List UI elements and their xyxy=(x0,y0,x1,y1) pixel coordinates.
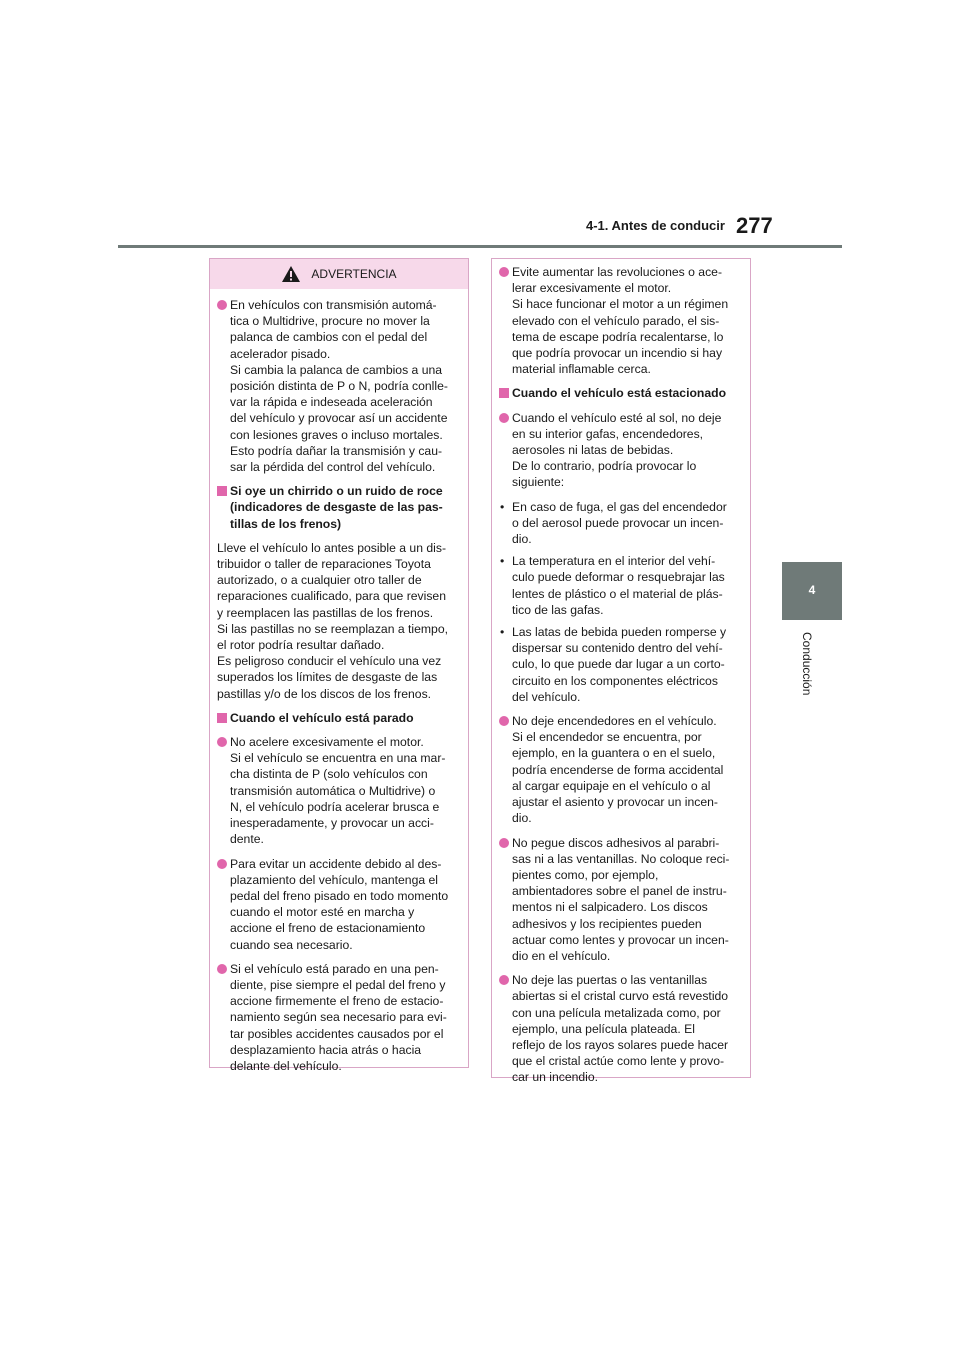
bullet-dot-icon xyxy=(217,737,227,747)
bullet-item xyxy=(217,297,462,475)
bullet-dot-icon xyxy=(499,267,509,277)
subheading xyxy=(499,385,744,401)
text-line: acelerador pisado. xyxy=(230,346,331,361)
text-line: culo, lo que puede dar lugar a un corto- xyxy=(512,657,725,672)
small-bullet-icon: • xyxy=(500,554,505,569)
header-divider xyxy=(118,245,842,248)
text-line: pastillas y/o de los discos de los frenos. xyxy=(217,686,432,701)
text-line: reflejo de los rayos solares puede hacer xyxy=(512,1037,729,1052)
text-line: con lesiones graves o incluso mortales. xyxy=(230,427,443,442)
text-line: en su interior gafas, encendedores, xyxy=(512,426,704,441)
text-line: mentos ni el salpicadero. Los discos xyxy=(512,900,708,915)
text-line: palanca de cambios con el pedal del xyxy=(230,330,428,345)
square-bullet-icon xyxy=(217,486,227,496)
sub-bullet-item xyxy=(499,553,744,618)
text-line: del vehículo y provocar así un accidente xyxy=(230,411,448,426)
text-line: No pegue discos adhesivos al parabri- xyxy=(512,835,720,850)
subheading xyxy=(217,710,462,726)
text-line: dio. xyxy=(512,811,532,826)
text-line: plazamiento del vehículo, mantenga el xyxy=(230,872,438,887)
text-line: tico de las gafas. xyxy=(512,602,604,617)
text-line: Esto podría dañar la transmisión y cau- xyxy=(230,443,443,458)
text-line: No deje las puertas o las ventanillas xyxy=(512,973,708,988)
sub-bullet-item xyxy=(499,624,744,705)
bullet-dot-icon xyxy=(499,413,509,423)
bullet-dot-icon xyxy=(499,716,509,726)
text-line: Para evitar un accidente debido al des- xyxy=(230,856,442,871)
text-line: var la rápida e indeseada aceleración xyxy=(230,395,433,410)
text-line: (indicadores de desgaste de las pas- xyxy=(230,500,443,515)
bullet-item xyxy=(499,264,744,377)
text-line: ajustar el asiento y provocar un incen- xyxy=(512,795,718,810)
text-line: tar posibles accidentes causados por el xyxy=(230,1026,444,1041)
text-line: lerar excesivamente el motor. xyxy=(512,281,672,296)
text-line: Si oye un chirrido o un ruido de roce xyxy=(230,484,443,499)
text-line: superados los límites de desgaste de las xyxy=(217,670,438,685)
small-bullet-icon: • xyxy=(500,625,505,640)
text-line: car un incendio. xyxy=(512,1070,599,1085)
text-line: Es peligroso conducir el vehículo una vez xyxy=(217,654,442,669)
text-line: Si las pastillas no se reemplazan a tiempo, xyxy=(217,621,449,636)
subheading xyxy=(217,483,462,532)
bullet-item xyxy=(217,856,462,953)
text-line: Si el vehículo está parado en una pen- xyxy=(230,961,439,976)
text-line: De lo contrario, podría provocar lo xyxy=(512,459,697,474)
text-line: podría encenderse de forma accidental xyxy=(512,762,724,777)
text-line: siguiente: xyxy=(512,475,565,490)
bullet-dot-icon xyxy=(499,975,509,985)
text-line: sas ni a las ventanillas. No coloque reci- xyxy=(512,851,730,866)
text-line: y reemplacen las pastillas de los frenos. xyxy=(217,605,434,620)
text-line: Cuando el vehículo esté al sol, no deje xyxy=(512,410,722,425)
text-line: material inflamable cerca. xyxy=(512,362,651,377)
text-line: reparaciones cualificado, para que revisen xyxy=(217,589,446,604)
bullet-dot-icon xyxy=(217,300,227,310)
text-line: abiertas si el cristal curvo está revestido xyxy=(512,989,729,1004)
text-line: Si cambia la palanca de cambios a una xyxy=(230,362,443,377)
text-line: tillas de los frenos) xyxy=(230,516,342,531)
square-bullet-icon xyxy=(217,713,227,723)
bullet-item xyxy=(217,961,462,1074)
text-line: La temperatura en el interior del vehí- xyxy=(512,554,716,569)
text-line: No deje encendedores en el vehículo. xyxy=(512,714,717,729)
text-line: accione firmemente el freno de estacio- xyxy=(230,994,444,1009)
bullet-dot-icon xyxy=(217,859,227,869)
text-line: Si hace funcionar el motor a un régimen xyxy=(512,297,729,312)
text-line: N, el vehículo podría acelerar brusca e xyxy=(230,799,440,814)
warning-box-right xyxy=(491,258,751,1085)
text-line: No acelere excesivamente el motor. xyxy=(230,735,424,750)
text-line: ambientadores sobre el panel de instru- xyxy=(512,884,727,899)
text-line: tica o Multidrive, procure no mover la xyxy=(230,314,430,329)
text-line: que el cristal actúe como lente y provo- xyxy=(512,1054,725,1069)
text-line: pedal del freno pisado en todo momento xyxy=(230,888,449,903)
text-line: Si el vehículo se encuentra en una mar- xyxy=(230,751,446,766)
warning-triangle-icon xyxy=(281,265,301,283)
text-line: cha distinta de P (solo vehículos con xyxy=(230,767,428,782)
text-line: inesperadamente, y provocar un acci- xyxy=(230,816,434,831)
text-line: tribuidor o taller de reparaciones Toyota xyxy=(217,557,431,572)
text-line: dispersar su contenido dentro del vehí- xyxy=(512,641,723,656)
text-line: accione el freno de estacionamiento xyxy=(230,921,426,936)
paragraph xyxy=(217,540,462,702)
chapter-label: Conducción xyxy=(800,632,814,696)
text-line: tema de escape podría recalentarse, lo xyxy=(512,329,724,344)
text-line: Evite aumentar las revoluciones o ace- xyxy=(512,265,723,279)
text-line: sar la pérdida del control del vehículo. xyxy=(230,460,436,475)
bullet-item xyxy=(499,410,744,491)
text-line: desplazamiento hacia atrás o hacia xyxy=(230,1042,422,1057)
text-line: cuando el motor esté en marcha y xyxy=(230,905,415,920)
text-line: del vehículo. xyxy=(512,689,581,704)
text-line: Las latas de bebida pueden romperse y xyxy=(512,625,727,640)
text-line: actuar como lentes y provocar un incen- xyxy=(512,932,729,947)
text-line: Cuando el vehículo está estacionado xyxy=(512,386,727,401)
warning-title: ADVERTENCIA xyxy=(311,267,397,281)
text-line: circuito en los componentes eléctricos xyxy=(512,673,718,688)
text-line: ejemplo, en la guantera o en el suelo, xyxy=(512,746,716,761)
text-line: posición distinta de P o N, podría conlle- xyxy=(230,379,448,394)
warning-box-left xyxy=(209,258,469,1073)
sub-bullet-item xyxy=(499,499,744,548)
bullet-item xyxy=(499,713,744,826)
text-line: adhesivos y los recipientes pueden xyxy=(512,916,702,931)
chapter-tab[interactable]: 4 xyxy=(782,562,842,620)
text-line: ejemplo, una película plateada. El xyxy=(512,1021,695,1036)
text-line: delante del vehículo. xyxy=(230,1058,342,1073)
text-line: que podría provocar un incendio si hay xyxy=(512,346,723,361)
bullet-item xyxy=(217,734,462,847)
text-line: namiento según sea necesario para evi- xyxy=(230,1010,447,1025)
text-line: o del aerosol puede provocar un incen- xyxy=(512,515,724,530)
text-line: el rotor podría resultar dañado. xyxy=(217,638,385,653)
text-line: con una película metalizada como, por xyxy=(512,1005,721,1020)
text-line: En vehículos con transmisión automá- xyxy=(230,298,437,312)
small-bullet-icon: • xyxy=(500,499,505,514)
bullet-item xyxy=(499,835,744,965)
text-line: dente. xyxy=(230,832,264,847)
text-line: En caso de fuga, el gas del encendedor xyxy=(512,499,727,514)
text-line: diente, pise siempre el pedal del freno y xyxy=(230,977,446,992)
page-number: 277 xyxy=(736,213,773,238)
text-line: elevado con el vehículo parado, el sis- xyxy=(512,313,720,328)
text-line: Lleve el vehículo lo antes posible a un dis- xyxy=(217,540,446,555)
bullet-dot-icon xyxy=(217,964,227,974)
text-line: al cargar equipaje en el vehículo o al xyxy=(512,778,711,793)
square-bullet-icon xyxy=(499,388,509,398)
text-line: Si el encendedor se encuentra, por xyxy=(512,730,702,745)
bullet-item xyxy=(499,972,744,1085)
bullet-dot-icon xyxy=(499,838,509,848)
text-line: cuando sea necesario. xyxy=(230,937,353,952)
text-line: Cuando el vehículo está parado xyxy=(230,710,414,725)
text-line: dio. xyxy=(512,532,532,547)
text-line: aerosoles ni latas de bebidas. xyxy=(512,443,674,458)
warning-header xyxy=(210,259,468,289)
text-line: autorizado, o a cualquier otro taller de xyxy=(217,573,422,588)
text-line: pientes como, por ejemplo, xyxy=(512,867,659,882)
text-line: transmisión automática o Multidrive) o xyxy=(230,783,436,798)
text-line: culo puede deformar o resquebrajar las xyxy=(512,570,725,585)
section-title: 4-1. Antes de conducir xyxy=(586,218,725,233)
text-line: dio en el vehículo. xyxy=(512,948,611,963)
text-line: lentes de plástico o el material de plás- xyxy=(512,586,723,601)
